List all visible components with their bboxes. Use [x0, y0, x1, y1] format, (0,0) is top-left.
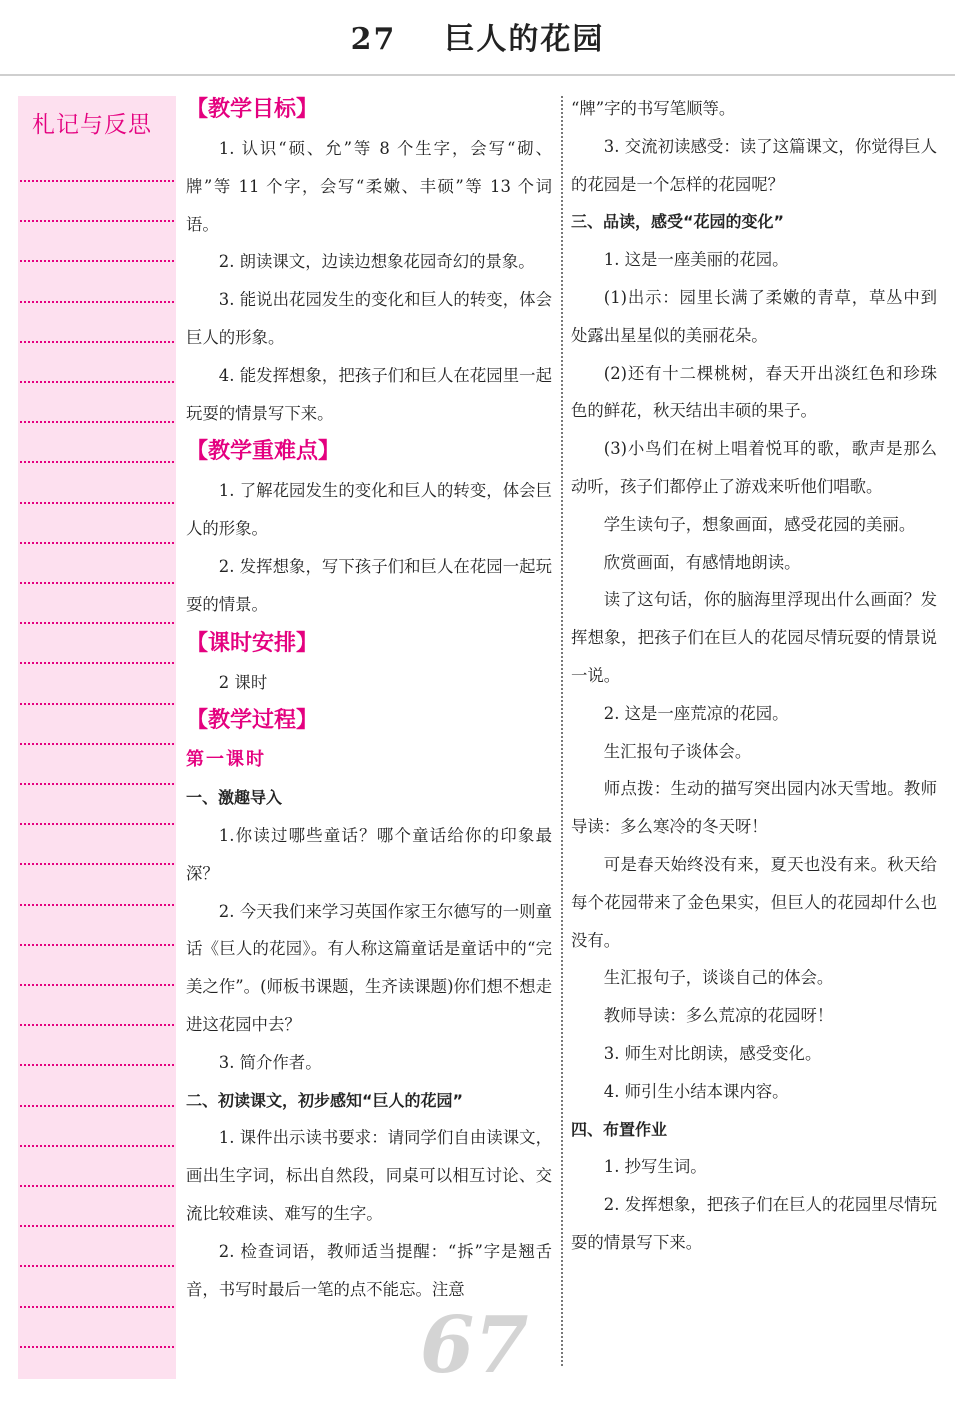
- note-line: [20, 461, 174, 463]
- paragraph: 1. 认识“硕、允”等 8 个生字，会写“砌、牌”等 11 个字，会写“柔嫩、丰硕”等 13 个词语。: [186, 139, 552, 234]
- note-line: [20, 863, 174, 865]
- note-line: [20, 421, 174, 423]
- notes-sidebar: [18, 96, 176, 1379]
- paragraph: 2. 朗读课文，边读边想象花园奇幻的景象。: [218, 252, 535, 272]
- paragraph: 2. 发挥想象，写下孩子们和巨人在花园一起玩耍的情景。: [186, 556, 552, 614]
- paragraph: 2. 今天我们来学习英国作家王尔德写的一则童话《巨人的花园》。有人称这篇童话是童话中的“完美之作”。(师板书课题，生齐读课题)你们想不想走进这花园中去？: [186, 901, 552, 1034]
- paragraph: 1.你读过哪些童话？哪个童话给你的印象最深？: [186, 825, 552, 883]
- paragraph: 2. 发挥想象，把孩子们在巨人的花园里尽情玩耍的情景写下来。: [571, 1195, 937, 1252]
- note-line: [20, 1306, 174, 1308]
- note-line: [20, 622, 174, 624]
- paragraph: 读了这句话，你的脑海里浮现出什么画面？发挥想象，把孩子们在巨人的花园尽情玩耍的情景说一说。: [571, 590, 937, 685]
- paragraph: 可是春天始终没有来，夏天也没有来。秋天给每个花园带来了金色果实，但巨人的花园却什么也没有。: [571, 854, 937, 950]
- note-line: [20, 823, 174, 825]
- note-line: [20, 703, 174, 705]
- paragraph: 欣赏画面，有感情地朗读。: [603, 552, 801, 572]
- paragraph: (1)出示：园里长满了柔嫩的青草，草丛中到处露出星星似的美丽花朵。: [571, 287, 937, 345]
- paragraph: 生汇报句子谈体会。: [603, 741, 752, 761]
- paragraph: 2. 这是一座荒凉的花园。: [603, 703, 789, 723]
- paragraph: 学生读句子，想象画面，感受花园的美丽。: [603, 514, 916, 534]
- paragraph: 3. 简介作者。: [218, 1052, 322, 1072]
- note-line: [20, 662, 174, 664]
- paragraph: 3. 交流初读感受：读了这篇课文，你觉得巨人的花园是一个怎样的花园呢？: [571, 136, 937, 194]
- lesson-number: 27: [350, 22, 397, 57]
- note-line: [20, 1105, 174, 1107]
- paragraph: 1. 抄写生词。: [603, 1157, 707, 1177]
- note-line: [20, 220, 174, 222]
- section-title: 【教学过程】: [186, 708, 319, 734]
- note-line: [20, 984, 174, 986]
- step-heading: 一、激趣导入: [186, 788, 283, 808]
- note-line: [20, 582, 174, 584]
- right-text-column: [571, 90, 937, 1262]
- lesson-title: 巨人的花园: [444, 22, 605, 57]
- paragraph: (3)小鸟们在树上唱着悦耳的歌，歌声是那么动听，孩子们都停止了游戏来听他们唱歌。: [571, 439, 937, 496]
- step-heading: 三、品读，感受“花园的变化”: [571, 212, 785, 232]
- paragraph: 4. 能发挥想象，把孩子们和巨人在花园里一起玩耍的情景写下来。: [186, 365, 552, 423]
- note-line: [20, 1145, 174, 1147]
- paragraph: 3. 师生对比朗读，感受变化。: [603, 1043, 822, 1063]
- sidebar-title: 札记与反思: [32, 112, 152, 138]
- note-line: [20, 743, 174, 745]
- paragraph: 教师导读：多么荒凉的花园呀！: [603, 1006, 834, 1026]
- page-title: [0, 14, 955, 58]
- paragraph: 4. 师引生小结本课内容。: [603, 1081, 789, 1101]
- note-line: [20, 502, 174, 504]
- paragraph: 1. 了解花园发生的变化和巨人的转变，体会巨人的形象。: [186, 481, 552, 539]
- note-line: [20, 1064, 174, 1066]
- note-line: [20, 944, 174, 946]
- note-line: [20, 301, 174, 303]
- note-line: [20, 783, 174, 785]
- left-text-column: [186, 90, 552, 1308]
- note-line: [20, 904, 174, 906]
- note-line: [20, 1185, 174, 1187]
- paragraph: 2 课时: [218, 672, 268, 692]
- step-heading: 四、布置作业: [571, 1119, 668, 1139]
- paragraph: 师点拨：生动的描写突出园内冰天雪地。教师导读：多么寒冷的冬天呀！: [571, 779, 937, 837]
- note-line: [20, 341, 174, 343]
- note-line: [20, 1225, 174, 1227]
- paragraph: 2. 检查词语，教师适当提醒：“拆”字是翘舌音，书写时最后一笔的点不能忘。注意: [186, 1241, 552, 1299]
- title-rule: [0, 74, 955, 76]
- paragraph: (2)还有十二棵桃树，春天开出淡红色和珍珠色的鲜花，秋天结出丰硕的果子。: [571, 363, 937, 421]
- column-divider: [561, 96, 563, 1366]
- note-line: [20, 1024, 174, 1026]
- paragraph: 生汇报句子，谈谈自己的体会。: [603, 968, 834, 988]
- paragraph: 1. 这是一座美丽的花园。: [603, 250, 789, 270]
- step-heading: 二、初读课文，初步感知“巨人的花园”: [186, 1090, 464, 1110]
- paragraph: 3. 能说出花园发生的变化和巨人的转变，体会巨人的形象。: [186, 290, 552, 347]
- note-line: [20, 381, 174, 383]
- section-title: 【课时安排】: [186, 630, 319, 656]
- note-line: [20, 180, 174, 182]
- page-number: 67: [420, 1300, 529, 1391]
- section-title: 【教学重难点】: [186, 439, 341, 465]
- note-line: [20, 1346, 174, 1348]
- lesson-period-title: 第一课时: [186, 749, 266, 771]
- paragraph: 1. 课件出示读书要求：请同学们自由读课文，画出生字词，标出自然段，同桌可以相互讨论、交流比较难读、难写的生字。: [186, 1128, 552, 1223]
- note-line: [20, 542, 174, 544]
- section-title: 【教学目标】: [186, 97, 319, 122]
- note-line: [20, 260, 174, 262]
- paragraph: “牌”字的书写笔顺等。: [571, 99, 736, 118]
- note-line: [20, 1265, 174, 1267]
